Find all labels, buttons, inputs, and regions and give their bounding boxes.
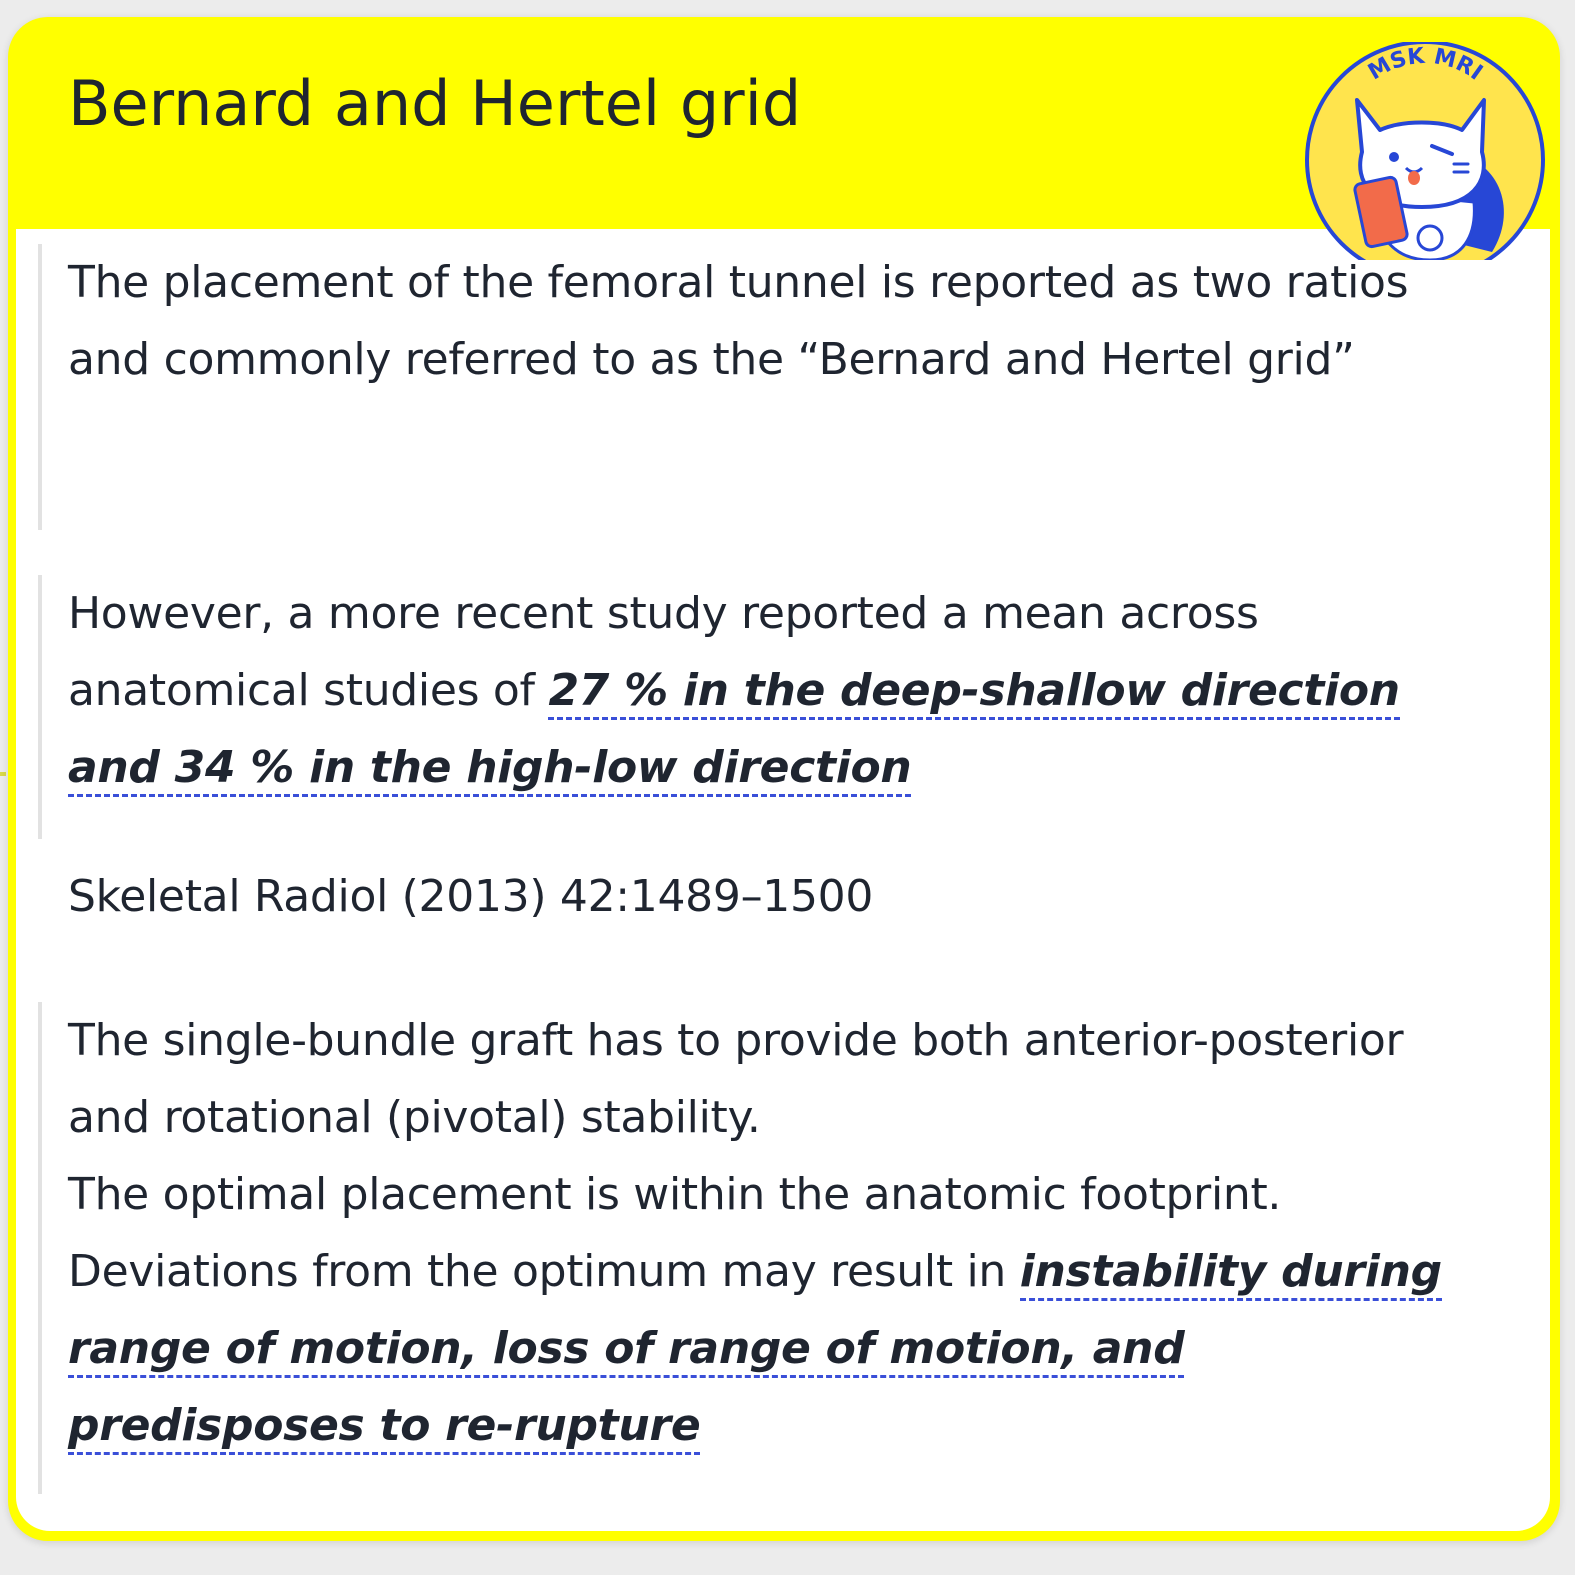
paragraph-text: The optimal placement is within the anatomic footprint. <box>68 1169 1282 1220</box>
paragraph-text: The placement of the femoral tunnel is reported as two ratios and commonly referred to as the “Bernard and Hertel grid” <box>68 257 1409 385</box>
paragraph-block-2 <box>38 575 1478 839</box>
paragraph-block-1 <box>38 244 1478 530</box>
paragraph-intro: Deviations from the optimum may result in <box>68 1246 1020 1297</box>
paragraph-intro: However, a more recent study reported a mean across anatomical studies of <box>68 588 1259 716</box>
logo-tongue <box>1408 171 1420 185</box>
highlighted-consequence: instability during range of motion, loss of range of motion, and predisposes to re-rupture <box>68 1246 1442 1455</box>
cat-mascot-icon <box>1302 42 1548 260</box>
reference-citation: Skeletal Radiol (2013) 42:1489–1500 <box>68 871 874 922</box>
edge-mark <box>0 772 6 776</box>
paragraph-block-3 <box>38 1002 1478 1494</box>
highlighted-finding: 27 % in the deep-shallow direction and 34 % in the high-low direction <box>68 665 1400 797</box>
paragraph-text <box>68 575 1478 806</box>
paragraph-text: The single-bundle graft has to provide both anterior-posterior and rotational (pivotal) stability. <box>68 1015 1404 1143</box>
page-title: Bernard and Hertel grid <box>68 67 802 140</box>
logo-text: MSK MRI <box>1364 43 1487 86</box>
paragraph-text <box>68 1233 1478 1464</box>
logo-eye-left <box>1389 152 1399 162</box>
